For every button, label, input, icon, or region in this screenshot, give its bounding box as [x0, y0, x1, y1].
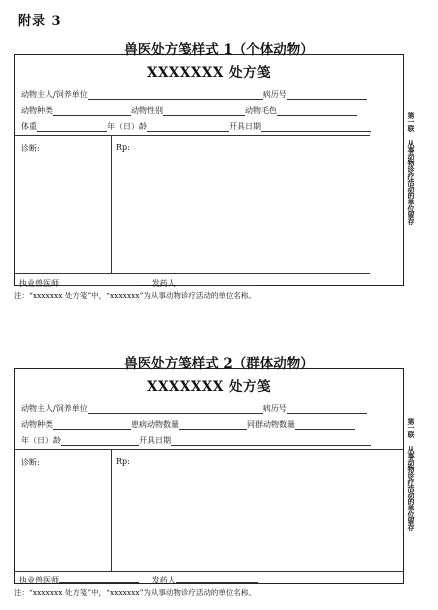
form1-divider-bottom	[15, 273, 370, 274]
form1-rp-label: Rp:	[116, 143, 130, 152]
case-no-field-2[interactable]	[287, 404, 367, 414]
form2-row-owner	[21, 403, 367, 414]
owner-label: 动物主人/饲养单位	[21, 90, 88, 99]
species-label-2: 动物种类	[21, 420, 53, 429]
form1-frame	[14, 54, 404, 286]
form2-diagnosis-area[interactable]	[20, 464, 108, 568]
case-no-label-2: 病历号	[262, 404, 287, 413]
form2-rx-title: XXXXXXX 处方笺	[146, 379, 272, 395]
form2-side-keep: 从事动物诊疗活动的单位留存	[407, 446, 416, 531]
owner-field-2[interactable]	[88, 404, 263, 414]
vet-field[interactable]	[59, 276, 139, 286]
species-field-2[interactable]	[53, 420, 131, 430]
species-label: 动物种类	[21, 106, 53, 115]
vet-field-2[interactable]	[59, 573, 139, 583]
form2-rp-label: Rp:	[116, 457, 130, 466]
form2-divider-bottom	[15, 571, 403, 572]
weight-field[interactable]	[37, 122, 107, 132]
sex-label: 动物性别	[131, 106, 163, 115]
form2-rp-area[interactable]	[115, 464, 395, 568]
form1-footer	[19, 276, 258, 289]
date-label: 开具日期	[229, 122, 261, 131]
sex-field[interactable]	[163, 106, 245, 116]
species-field[interactable]	[53, 106, 131, 116]
vet-label-2: 执业兽医师	[19, 576, 59, 585]
form1-title: 兽医处方笺样式 1（个体动物）	[124, 42, 314, 58]
form1-row-weight	[21, 121, 371, 132]
form2-diagnosis-label: 诊断:	[21, 458, 40, 467]
form2-divider-mid	[111, 449, 112, 571]
dispenser-field-2[interactable]	[176, 573, 258, 583]
form1-side-keep: 从事动物诊疗活动的单位留存	[407, 140, 416, 225]
form2-row-age	[21, 435, 371, 446]
appendix-label: 附录 3	[18, 14, 62, 29]
form1-divider-mid	[111, 135, 112, 273]
age-label-2: 年（日）龄	[21, 436, 61, 445]
form1-divider-top	[15, 135, 370, 136]
form1-row-owner	[21, 89, 367, 100]
owner-label-2: 动物主人/饲养单位	[21, 404, 88, 413]
age-field-2[interactable]	[61, 436, 139, 446]
date-label-2: 开具日期	[139, 436, 171, 445]
herd-count-label: 同群动物数量	[247, 420, 295, 429]
form1-side-copy: 第一联	[407, 112, 416, 132]
owner-field[interactable]	[88, 90, 263, 100]
form2-footer	[19, 573, 258, 586]
age-label: 年（日）龄	[107, 122, 147, 131]
form1-row-species	[21, 105, 357, 116]
herd-count-field[interactable]	[295, 420, 355, 430]
dispenser-label: 发药人	[151, 279, 176, 288]
form2-row-species	[21, 419, 355, 430]
date-field[interactable]	[261, 122, 371, 132]
dispenser-field[interactable]	[176, 276, 258, 286]
form2-frame	[14, 368, 404, 584]
form1-note: 注：“xxxxxxx 处方笺”中，“xxxxxxx”为从事动物诊疗活动的单位名称。	[14, 291, 256, 300]
form1-diagnosis-label: 诊断:	[21, 144, 40, 153]
vet-label: 执业兽医师	[19, 279, 59, 288]
form2-side-copy: 第一联	[407, 418, 416, 438]
form2-note: 注：“xxxxxxx 处方笺”中，“xxxxxxx”为从事动物诊疗活动的单位名称。	[14, 588, 256, 597]
age-field[interactable]	[147, 122, 229, 132]
dispenser-label-2: 发药人	[151, 576, 176, 585]
sick-count-label: 患病动物数量	[131, 420, 179, 429]
form2-divider-top	[15, 449, 403, 450]
form1-rp-area[interactable]	[115, 150, 365, 270]
form1-diagnosis-area[interactable]	[20, 150, 108, 270]
color-label: 动物毛色	[245, 106, 277, 115]
form1-rx-title: XXXXXXX 处方笺	[146, 65, 272, 81]
color-field[interactable]	[277, 106, 357, 116]
form2-title: 兽医处方笺样式 2（群体动物）	[124, 356, 314, 372]
case-no-field[interactable]	[287, 90, 367, 100]
case-no-label: 病历号	[262, 90, 287, 99]
weight-label: 体重	[21, 122, 37, 131]
sick-count-field[interactable]	[179, 420, 247, 430]
date-field-2[interactable]	[171, 436, 371, 446]
